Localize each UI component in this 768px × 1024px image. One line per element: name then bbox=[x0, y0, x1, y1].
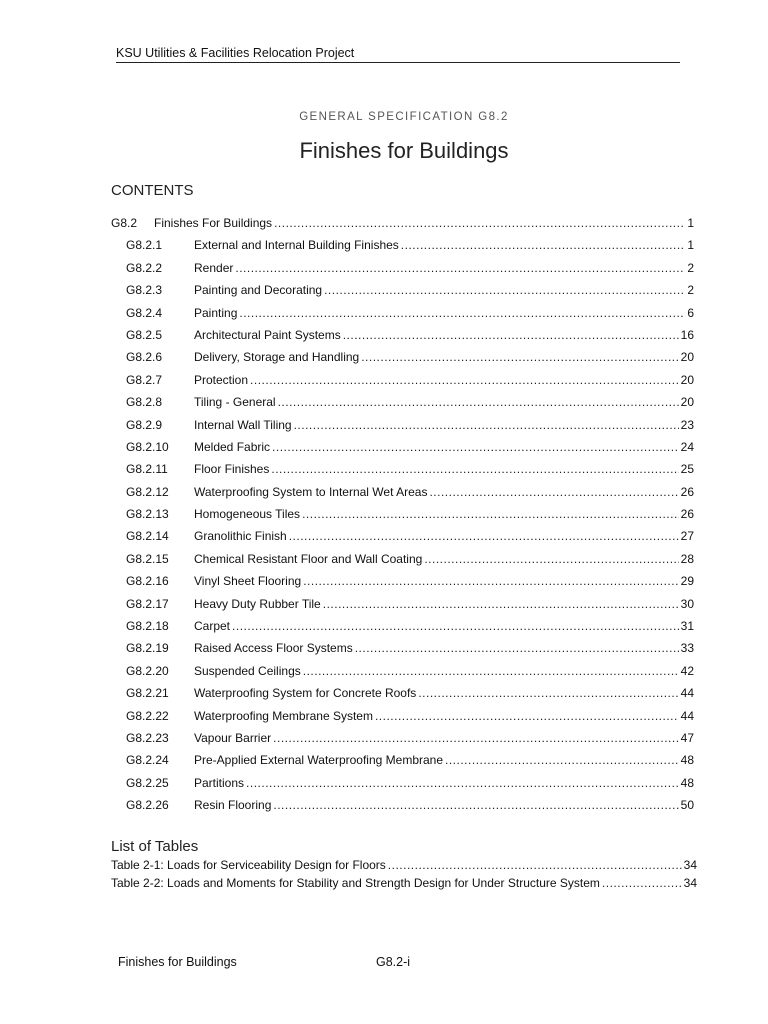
toc-entry-number: G8.2.6 bbox=[126, 350, 163, 365]
table-list-entry[interactable] bbox=[111, 876, 697, 894]
dot-leader bbox=[343, 328, 679, 342]
toc-entry-page: 29 bbox=[680, 574, 694, 589]
toc-entry[interactable] bbox=[111, 216, 694, 238]
toc-entry-page: 16 bbox=[680, 327, 694, 342]
dot-leader bbox=[278, 395, 679, 409]
toc-entry-page: 1 bbox=[687, 238, 694, 253]
toc-entry-number: G8.2.11 bbox=[126, 462, 168, 477]
toc-entry[interactable] bbox=[111, 753, 694, 775]
toc-entry[interactable] bbox=[111, 395, 694, 417]
toc-entry-number: G8.2.20 bbox=[126, 663, 169, 678]
dot-leader bbox=[361, 350, 678, 364]
toc-entry-title: External and Internal Building Finishes bbox=[194, 238, 399, 253]
table-list-entry-page: 34 bbox=[683, 858, 697, 872]
toc-entry-number: G8.2.12 bbox=[126, 484, 169, 499]
toc-entry-title: Vapour Barrier bbox=[194, 730, 272, 745]
dot-leader bbox=[274, 216, 685, 230]
toc-entry-number: G8.2.24 bbox=[126, 753, 169, 768]
toc-entry-number: G8.2.21 bbox=[126, 686, 169, 701]
dot-leader bbox=[232, 619, 679, 633]
toc-entry-number: G8.2.15 bbox=[126, 551, 169, 566]
toc-entry-page: 42 bbox=[680, 663, 694, 678]
toc-entry[interactable] bbox=[111, 686, 694, 708]
toc-entry-number: G8.2.5 bbox=[126, 327, 163, 342]
toc-entry-page: 48 bbox=[680, 775, 694, 790]
toc-entry-title: Pre-Applied External Waterproofing Membrane bbox=[194, 753, 444, 768]
toc-entry-number: G8.2.19 bbox=[126, 641, 169, 656]
table-list-entry-page: 34 bbox=[683, 876, 697, 890]
toc-entry-page: 26 bbox=[680, 507, 694, 522]
toc-entry-title: Vinyl Sheet Flooring bbox=[194, 574, 302, 589]
toc-entry-title: Granolithic Finish bbox=[194, 529, 287, 544]
toc-entry[interactable] bbox=[111, 373, 694, 395]
toc-entry[interactable] bbox=[111, 350, 694, 372]
toc-entry-page: 24 bbox=[680, 439, 694, 454]
toc-entry[interactable] bbox=[111, 507, 694, 529]
toc-entry[interactable] bbox=[111, 597, 694, 619]
toc-entry-page: 48 bbox=[680, 753, 694, 768]
toc-entry-number: G8.2.26 bbox=[126, 798, 169, 813]
dot-leader bbox=[323, 597, 679, 611]
dot-leader bbox=[324, 283, 685, 297]
dot-leader bbox=[271, 462, 678, 476]
toc-entry-title: Homogeneous Tiles bbox=[194, 507, 301, 522]
dot-leader bbox=[294, 418, 679, 432]
toc-entry-number: G8.2.3 bbox=[126, 283, 163, 298]
toc-entry-page: 31 bbox=[680, 619, 694, 634]
toc-entry-page: 50 bbox=[680, 798, 694, 813]
dot-leader bbox=[445, 753, 679, 767]
toc-entry[interactable] bbox=[111, 283, 694, 305]
toc-entry-page: 27 bbox=[680, 529, 694, 544]
toc-entry[interactable] bbox=[111, 261, 694, 283]
list-of-tables bbox=[111, 858, 697, 894]
toc-entry-number: G8.2.4 bbox=[126, 305, 163, 320]
dot-leader bbox=[429, 485, 678, 499]
toc-entry[interactable] bbox=[111, 574, 694, 596]
table-list-entry-title: Table 2-1: Loads for Serviceability Design for Floors bbox=[111, 858, 386, 872]
dot-leader bbox=[375, 709, 679, 723]
toc-entry-title: Suspended Ceilings bbox=[194, 663, 301, 678]
table-of-contents bbox=[111, 216, 694, 821]
toc-entry-page: 20 bbox=[680, 395, 694, 410]
footer-title: Finishes for Buildings bbox=[118, 955, 237, 969]
toc-entry-title: Chemical Resistant Floor and Wall Coating bbox=[194, 551, 423, 566]
toc-entry-page: 33 bbox=[680, 641, 694, 656]
toc-entry-title: Tiling - General bbox=[194, 395, 276, 410]
list-of-tables-heading: List of Tables bbox=[111, 838, 199, 855]
toc-entry[interactable] bbox=[111, 306, 694, 328]
table-list-entry-title: Table 2-2: Loads and Moments for Stability and Strength Design for Under Structure System bbox=[111, 876, 600, 890]
dot-leader bbox=[273, 731, 678, 745]
dot-leader bbox=[235, 261, 685, 275]
dot-leader bbox=[289, 529, 679, 543]
footer-page-label: G8.2-i bbox=[376, 955, 411, 969]
toc-entry[interactable] bbox=[111, 798, 694, 820]
page-header bbox=[116, 46, 680, 63]
toc-entry-page: 44 bbox=[680, 686, 694, 701]
toc-entry[interactable] bbox=[111, 529, 694, 551]
toc-entry-page: 44 bbox=[680, 708, 694, 723]
toc-entry-title: Painting and Decorating bbox=[194, 283, 323, 298]
toc-entry-number: G8.2.9 bbox=[126, 417, 163, 432]
toc-entry-page: 23 bbox=[680, 417, 694, 432]
toc-entry-page: 2 bbox=[687, 283, 694, 298]
toc-entry-number: G8.2.22 bbox=[126, 708, 169, 723]
toc-entry-title: Waterproofing Membrane System bbox=[194, 708, 373, 723]
toc-entry[interactable] bbox=[111, 776, 694, 798]
toc-entry-number: G8.2.14 bbox=[126, 529, 169, 544]
toc-entry-title: Partitions bbox=[194, 775, 245, 790]
contents-heading: CONTENTS bbox=[111, 182, 194, 199]
toc-entry-number: G8.2.25 bbox=[126, 775, 169, 790]
toc-entry[interactable] bbox=[111, 619, 694, 641]
dot-leader bbox=[239, 306, 685, 320]
toc-entry-title: Carpet bbox=[194, 619, 231, 634]
toc-entry-number: G8.2.7 bbox=[126, 372, 163, 387]
dot-leader bbox=[388, 858, 682, 872]
toc-entry-page: 26 bbox=[680, 484, 694, 499]
toc-entry-number: G8.2 bbox=[111, 216, 138, 230]
toc-entry-page: 28 bbox=[680, 551, 694, 566]
toc-entry-page: 2 bbox=[687, 260, 694, 275]
toc-entry-title: Floor Finishes bbox=[194, 462, 270, 477]
toc-entry-title: Finishes For Buildings bbox=[154, 216, 273, 230]
dot-leader bbox=[273, 798, 678, 812]
toc-entry[interactable] bbox=[111, 709, 694, 731]
toc-entry[interactable] bbox=[111, 238, 694, 260]
toc-entry-number: G8.2.13 bbox=[126, 507, 169, 522]
toc-entry[interactable] bbox=[111, 462, 694, 484]
dot-leader bbox=[418, 686, 678, 700]
toc-entry-page: 30 bbox=[680, 596, 694, 611]
toc-entry-title: Internal Wall Tiling bbox=[194, 417, 292, 432]
dot-leader bbox=[303, 574, 678, 588]
toc-entry-number: G8.2.23 bbox=[126, 730, 169, 745]
spec-id: GENERAL SPECIFICATION G8.2 bbox=[299, 111, 509, 123]
table-list-entry[interactable] bbox=[111, 858, 697, 876]
dot-leader bbox=[250, 373, 679, 387]
page-title: Finishes for Buildings bbox=[299, 138, 509, 163]
dot-leader bbox=[272, 440, 679, 454]
toc-entry[interactable] bbox=[111, 418, 694, 440]
toc-entry-title: Waterproofing System for Concrete Roofs bbox=[194, 686, 417, 701]
toc-entry-title: Resin Flooring bbox=[194, 798, 272, 813]
toc-entry-title: Heavy Duty Rubber Tile bbox=[194, 596, 321, 611]
toc-entry-number: G8.2.8 bbox=[126, 395, 163, 410]
project-name: KSU Utilities & Facilities Relocation Project bbox=[116, 46, 355, 60]
dot-leader bbox=[602, 876, 682, 890]
toc-entry-page: 25 bbox=[680, 462, 694, 477]
toc-entry[interactable] bbox=[111, 485, 694, 507]
toc-entry-page: 20 bbox=[680, 350, 694, 365]
toc-entry-number: G8.2.17 bbox=[126, 596, 169, 611]
toc-entry[interactable] bbox=[111, 440, 694, 462]
toc-entry[interactable] bbox=[111, 328, 694, 350]
toc-entry-page: 6 bbox=[687, 305, 694, 320]
toc-entry-number: G8.2.2 bbox=[126, 260, 163, 275]
toc-entry-title: Melded Fabric bbox=[194, 439, 271, 454]
toc-entry-number: G8.2.18 bbox=[126, 619, 169, 634]
toc-entry-title: Architectural Paint Systems bbox=[194, 327, 341, 342]
dot-leader bbox=[246, 776, 679, 790]
toc-entry[interactable] bbox=[111, 552, 694, 574]
toc-entry-title: Delivery, Storage and Handling bbox=[194, 350, 360, 365]
dot-leader bbox=[303, 664, 679, 678]
toc-entry-title: Waterproofing System to Internal Wet Areas bbox=[194, 484, 428, 499]
toc-entry-number: G8.2.16 bbox=[126, 574, 169, 589]
toc-entry-number: G8.2.10 bbox=[126, 439, 169, 454]
toc-entry[interactable] bbox=[111, 641, 694, 663]
toc-entry-title: Raised Access Floor Systems bbox=[194, 641, 353, 656]
toc-entry-number: G8.2.1 bbox=[126, 238, 163, 253]
dot-leader bbox=[424, 552, 678, 566]
dot-leader bbox=[302, 507, 679, 521]
dot-leader bbox=[355, 641, 679, 655]
toc-entry-page: 47 bbox=[680, 730, 694, 745]
toc-entry-page: 1 bbox=[687, 216, 694, 230]
toc-entry-title: Painting bbox=[194, 305, 238, 320]
dot-leader bbox=[401, 238, 686, 252]
toc-entry-title: Render bbox=[194, 260, 234, 275]
toc-entry-title: Protection bbox=[194, 372, 249, 387]
toc-entry[interactable] bbox=[111, 664, 694, 686]
toc-entry-page: 20 bbox=[680, 372, 694, 387]
toc-entry[interactable] bbox=[111, 731, 694, 753]
